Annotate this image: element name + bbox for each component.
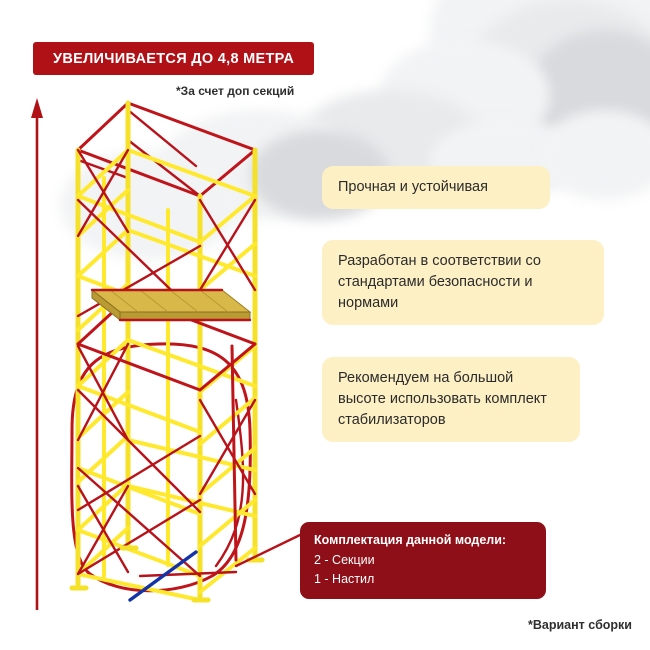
headline-banner [33,42,314,75]
callout-text: Рекомендуем на большой высоте использовать комплект стабилизаторов [338,370,547,429]
spec-title: Комплектация данной модели: [314,533,507,547]
callout-text: Разработан в соответствии со стандартами безопасности и нормами [338,253,541,312]
specification-card [300,522,546,599]
headline-text: УВЕЛИЧИВАЕТСЯ ДО 4,8 МЕТРА [53,50,295,67]
callout-durability [322,166,550,209]
up-arrow-icon [31,98,43,610]
callout-text: Прочная и устойчивая [338,179,488,195]
callout-stabilizers [322,357,580,442]
sections-note: *За счет доп секций [176,84,295,98]
callout-standards [322,240,604,325]
spec-line-sections: 2 - Секции [314,552,375,567]
spec-line-deck: 1 - Настил [314,571,375,586]
variant-note: *Вариант сборки [528,618,632,632]
